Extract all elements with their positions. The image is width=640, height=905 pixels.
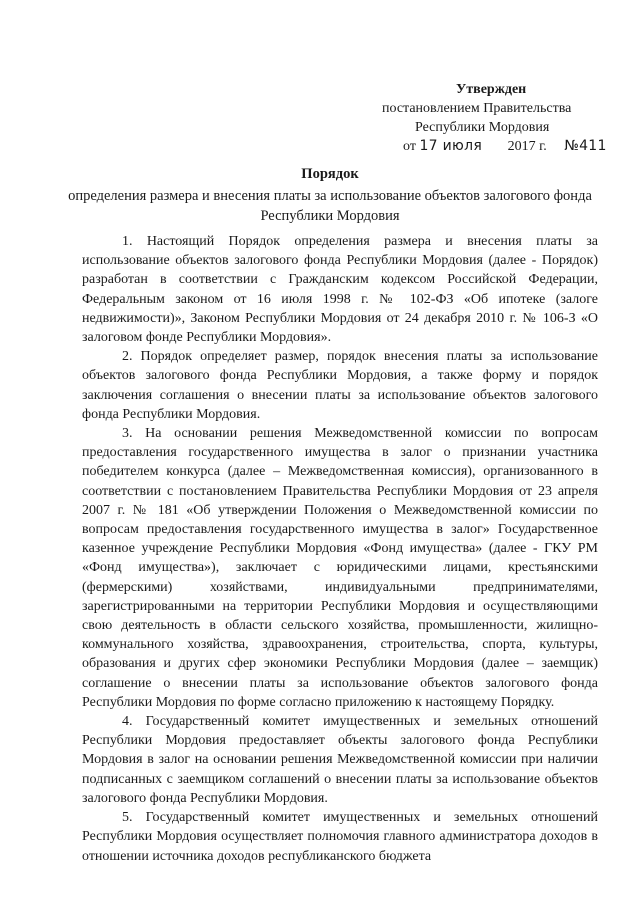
paragraph-5: 5. Государственный комитет имущественных и земельных отношений Республики Мордовия осуществляет полномочия главного администратора доходов в отношении источника доходов республиканского бюджета — [82, 810, 598, 864]
date-year: 2017 г. — [507, 139, 547, 154]
paragraph-4: 4. Государственный комитет имущественных и земельных отношений Республики Мордовия предоставляет объекты залогового фонда Республики Мордовия в залог на основании решения Межведомственной комиссии при наличии подписанных с заемщиком соглашений о внесении платы за использование объектов залогового фонда Республики Мордовия. — [82, 714, 598, 806]
document-number: №411 — [564, 138, 607, 154]
paragraph-3: 3. На основании решения Межведомственной комиссии по вопросам предоставления государственного имущества в залог о признании участника победителем конкурса (далее – Межведомственная комиссия), организованного в соответствии с постановлением Правительства Республики Мордовия от 23 апреля 2007 г. № 181 «Об утверждении Положения о Межведомственной комиссии по вопросам предоставления государственного имущества в залог» Государственное казенное учреждение Республики Мордовия «Фонд имущества» (далее - ГКУ РМ «Фонд имущества»), заключает с юридическими лицами, крестьянскими (фермерскими) хозяйствами, индивидуальными предпринимателями, зарегистрированными на территории Республики Мордовия и осуществляющими свою деятельность в области сельского хозяйства, промышленности, жилищно-коммунального хозяйства, здравоохранения, строительства, спорта, культуры, образования и других сфер экономики Республики Мордовия (далее – заемщик) соглашение о внесении платы за использование объектов залогового фонда Республики Мордовия по форме согласно приложению к настоящему Порядку. — [82, 426, 598, 710]
approval-line-1: постановлением Правительства — [382, 101, 572, 116]
paragraph-2: 2. Порядок определяет размер, порядок внесения платы за использование объектов залогового фонда Республики Мордовия, а также форму и порядок заключения соглашения о внесении платы за использование объектов залогового фонда Республики Мордовия. — [82, 349, 598, 422]
approval-date-line — [382, 137, 622, 156]
document-subtitle: определения размера и внесения платы за использование объектов залогового фонда Республики Мордовия — [68, 188, 592, 224]
date-prefix: от — [403, 139, 416, 154]
approval-block — [382, 80, 622, 156]
date-day-month: 17 июля — [419, 138, 483, 154]
paragraph-1: 1. Настоящий Порядок определения размера и внесения платы за использование объектов залогового фонда Республики Мордовия (далее - Порядок) разработан в соответствии с Гражданским кодексом Российской Федерации, Федеральным законом от 16 июля 1998 г. № 102-ФЗ «Об ипотеке (залоге недвижимости)», Законом Республики Мордовия от 24 декабря 2010 г. № 106-З «О залоговом фонде Республики Мордовия». — [82, 234, 598, 346]
document-heading — [40, 164, 620, 226]
document-title: Порядок — [301, 166, 359, 182]
approval-title: Утвержден — [456, 82, 527, 97]
document-body — [82, 232, 598, 866]
approval-line-2: Республики Мордовия — [415, 120, 550, 135]
